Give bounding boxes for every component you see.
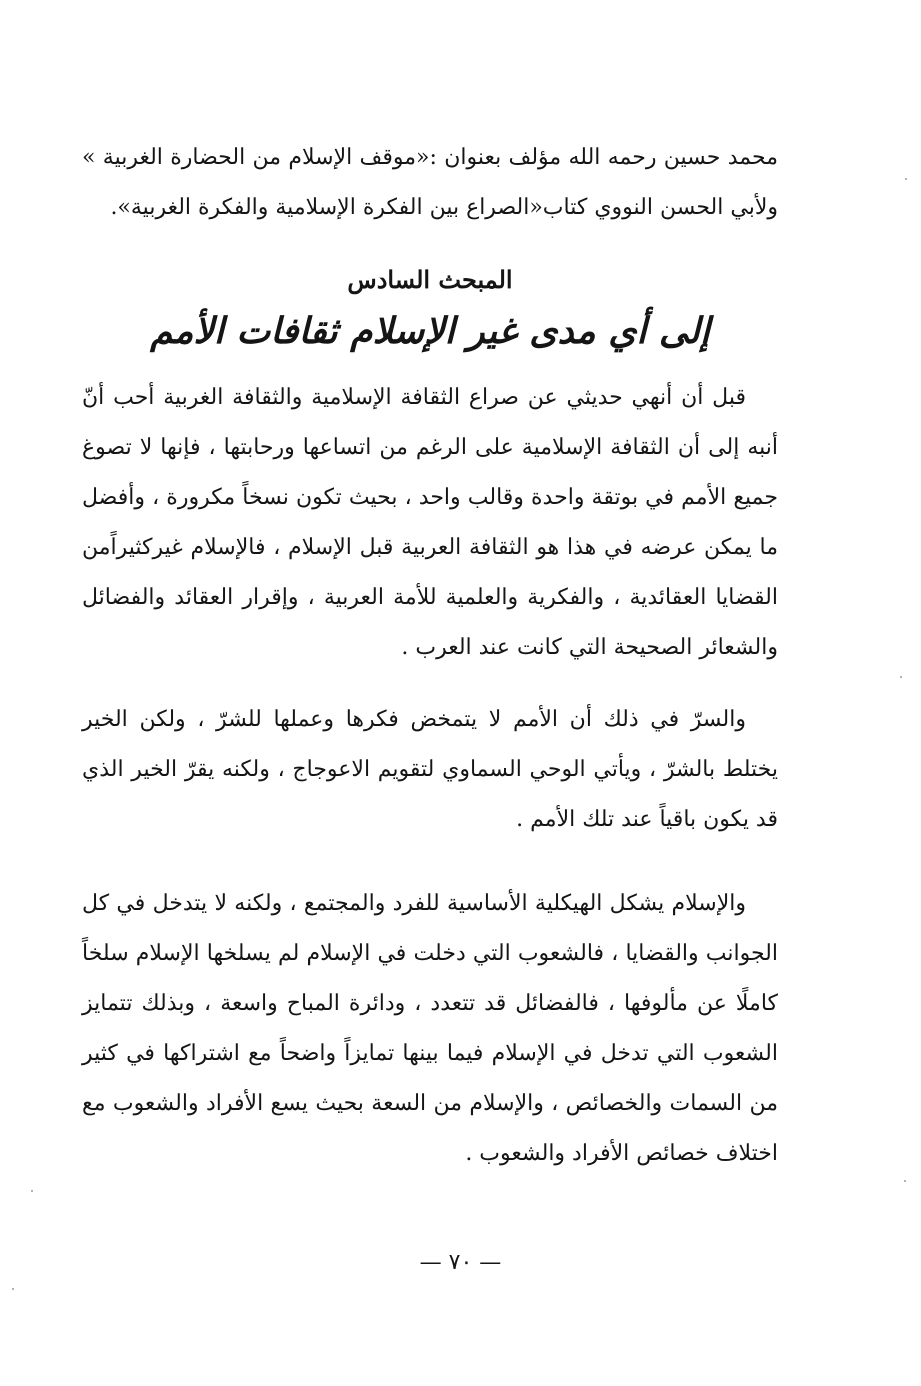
scan-speck [905, 178, 907, 180]
page-number: — ٧٠ — [419, 1250, 502, 1275]
body-paragraph: والسرّ في ذلك أن الأمم لا يتمخض فكرها وعملها للشرّ ، ولكن الخير يختلط بالشرّ ، ويأتي الوحي السماوي لتقويم الاعوجاج ، ولكنه يقرّ الخير الذي قد يكون باقياً عند تلك الأمم . [82, 707, 778, 832]
body-paragraph: والإسلام يشكل الهيكلية الأساسية للفرد والمجتمع ، ولكنه لا يتدخل في كل الجوانب والقضايا ، فالشعوب التي دخلت في الإسلام لم يسلخها الإسلام سلخاً كاملًا عن مألوفها ، فالفضائل قد تتعدد ، ودائرة المباح واسعة ، وبذلك تتمايز الشعوب التي تدخل في الإسلام فيما بينها تمايزاً واضحاً مع اشتراكها في كثير من السمات والخصائص ، والإسلام من السعة بحيث يسع الأفراد والشعوب مع اختلاف خصائص الأفراد والشعوب . [82, 891, 778, 1166]
scan-speck [904, 1180, 906, 1182]
body-paragraph: قبل أن أنهي حديثي عن صراع الثقافة الإسلامية والثقافة الغربية أحب أنّ أنبه إلى أن الثقافة الإسلامية على الرغم من اتساعها ورحابتها ، فإنها لا تصوغ جميع الأمم في بوتقة واحدة وقالب واحد ، بحيث تكون نسخاً مكرورة ، وأفضل ما يمكن عرضه في هذا هو الثقافة العربية قبل الإسلام ، فالإسلام غيركثيراًمن القضايا العقائدية ، والفكرية والعلمية للأمة العربية ، وإقرار العقائد والفضائل والشعائر الصحيحة التي كانت عند العرب . [82, 385, 778, 660]
scan-speck [12, 1288, 14, 1290]
section-title: إلى أي مدى غير الإسلام ثقافات الأمم [150, 310, 710, 352]
intro-paragraph: محمد حسين رحمه الله مؤلف بعنوان :«موقف الإسلام من الحضارة الغربية » ولأبي الحسن النووي كتاب«الصراع بين الفكرة الإسلامية والفكرة الغربية». [82, 145, 778, 220]
scan-speck [900, 676, 902, 678]
scan-speck [31, 1190, 33, 1192]
section-label: المبحث السادس [347, 265, 513, 294]
